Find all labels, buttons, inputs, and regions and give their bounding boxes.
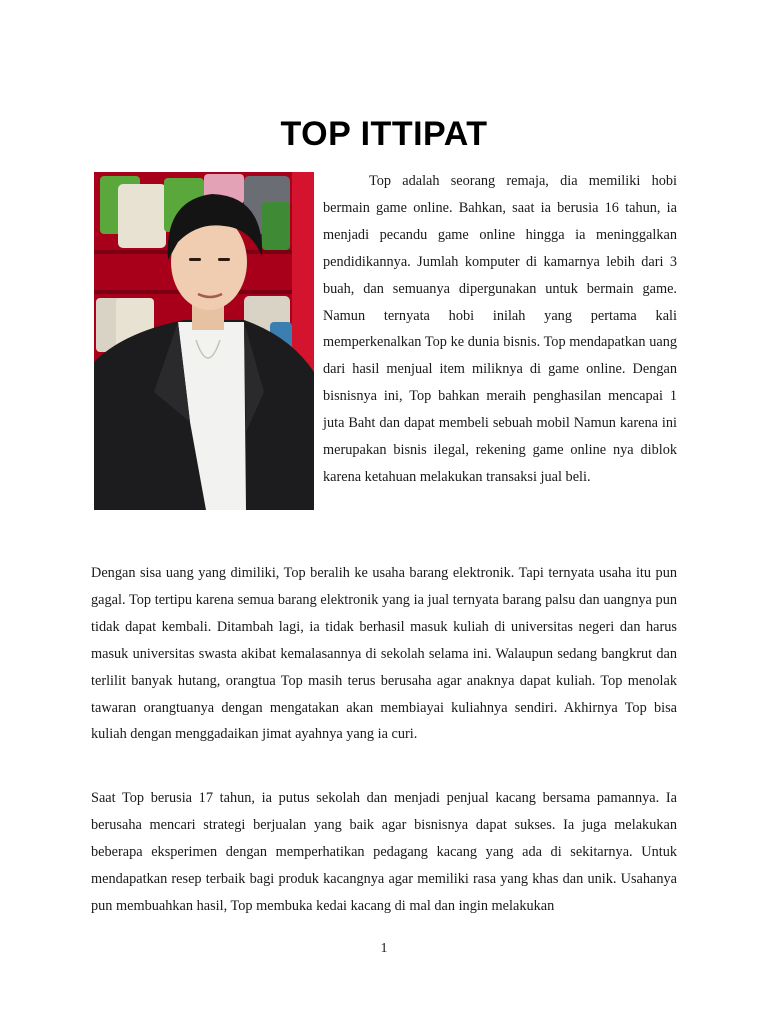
paragraph-electronics: Dengan sisa uang yang dimiliki, Top beralih ke usaha barang elektronik. Tapi ternyata usaha itu pun gagal. Top tertipu karena semua barang elektronik yang ia jual ternyata barang palsu dan uangnya pun tidak dapat kembali. Ditambah lagi, ia tidak berhasil masuk kuliah di universitas negeri dan harus masuk universitas swasta akibat kemalasannya di sekolah selama ini. Walaupun sedang bangkrut dan terlilit banyak hutang, orangtua Top masih terus berusaha agar anaknya dapat kuliah. Top menolak tawaran orangtuanya dengan mengatakan akan membiayai kuliahnya sendiri. Akhirnya Top bisa kuliah dengan menggadaikan jimat ayahnya yang ia curi. <box>91 565 677 743</box>
paragraph-peanut-business: Saat Top berusia 17 tahun, ia putus sekolah dan menjadi penjual kacang bersama pamannya. Ia berusaha mencari strategi berjualan yang baik agar bisnisnya dapat sukses. Ia juga melakukan beberapa eksperimen dengan memperhatikan pedagang kacang yang ada di sekitarnya. Untuk mendapatkan resep terbaik bagi produk kacangnya agar memiliki rasa yang khas dan unik. Usahanya pun membuahkan hasil, Top membuka kedai kacang di mal dan ingin melakukan <box>91 790 677 914</box>
paragraph-intro: Top adalah seorang remaja, dia memiliki hobi bermain game online. Bahkan, saat ia berusia 16 tahun, ia menjadi pecandu game online hingga ia meninggalkan pendidikannya. Jumlah komputer di kamarnya lebih dari 3 buah, dan semuanya dipergunakan untuk bermain game. Namun ternyata hobi inilah yang pertama kali memperkenalkan Top ke dunia bisnis. Top mendapatkan uang dari hasil menjual item miliknya di game online. Dengan bisnisnya ini, Top bahkan meraih penghasilan mencapai 1 juta Baht dan dapat membeli sebuah mobil Namun karena ini merupakan bisnis ilegal, rekening game online nya diblok karena ketahuan melakukan transaksi jual beli. <box>323 173 677 485</box>
page-title: TOP ITTIPAT <box>280 114 488 153</box>
page-number: 1 <box>380 941 388 956</box>
portrait-photo-icon <box>94 172 314 510</box>
portrait-photo <box>94 172 314 510</box>
